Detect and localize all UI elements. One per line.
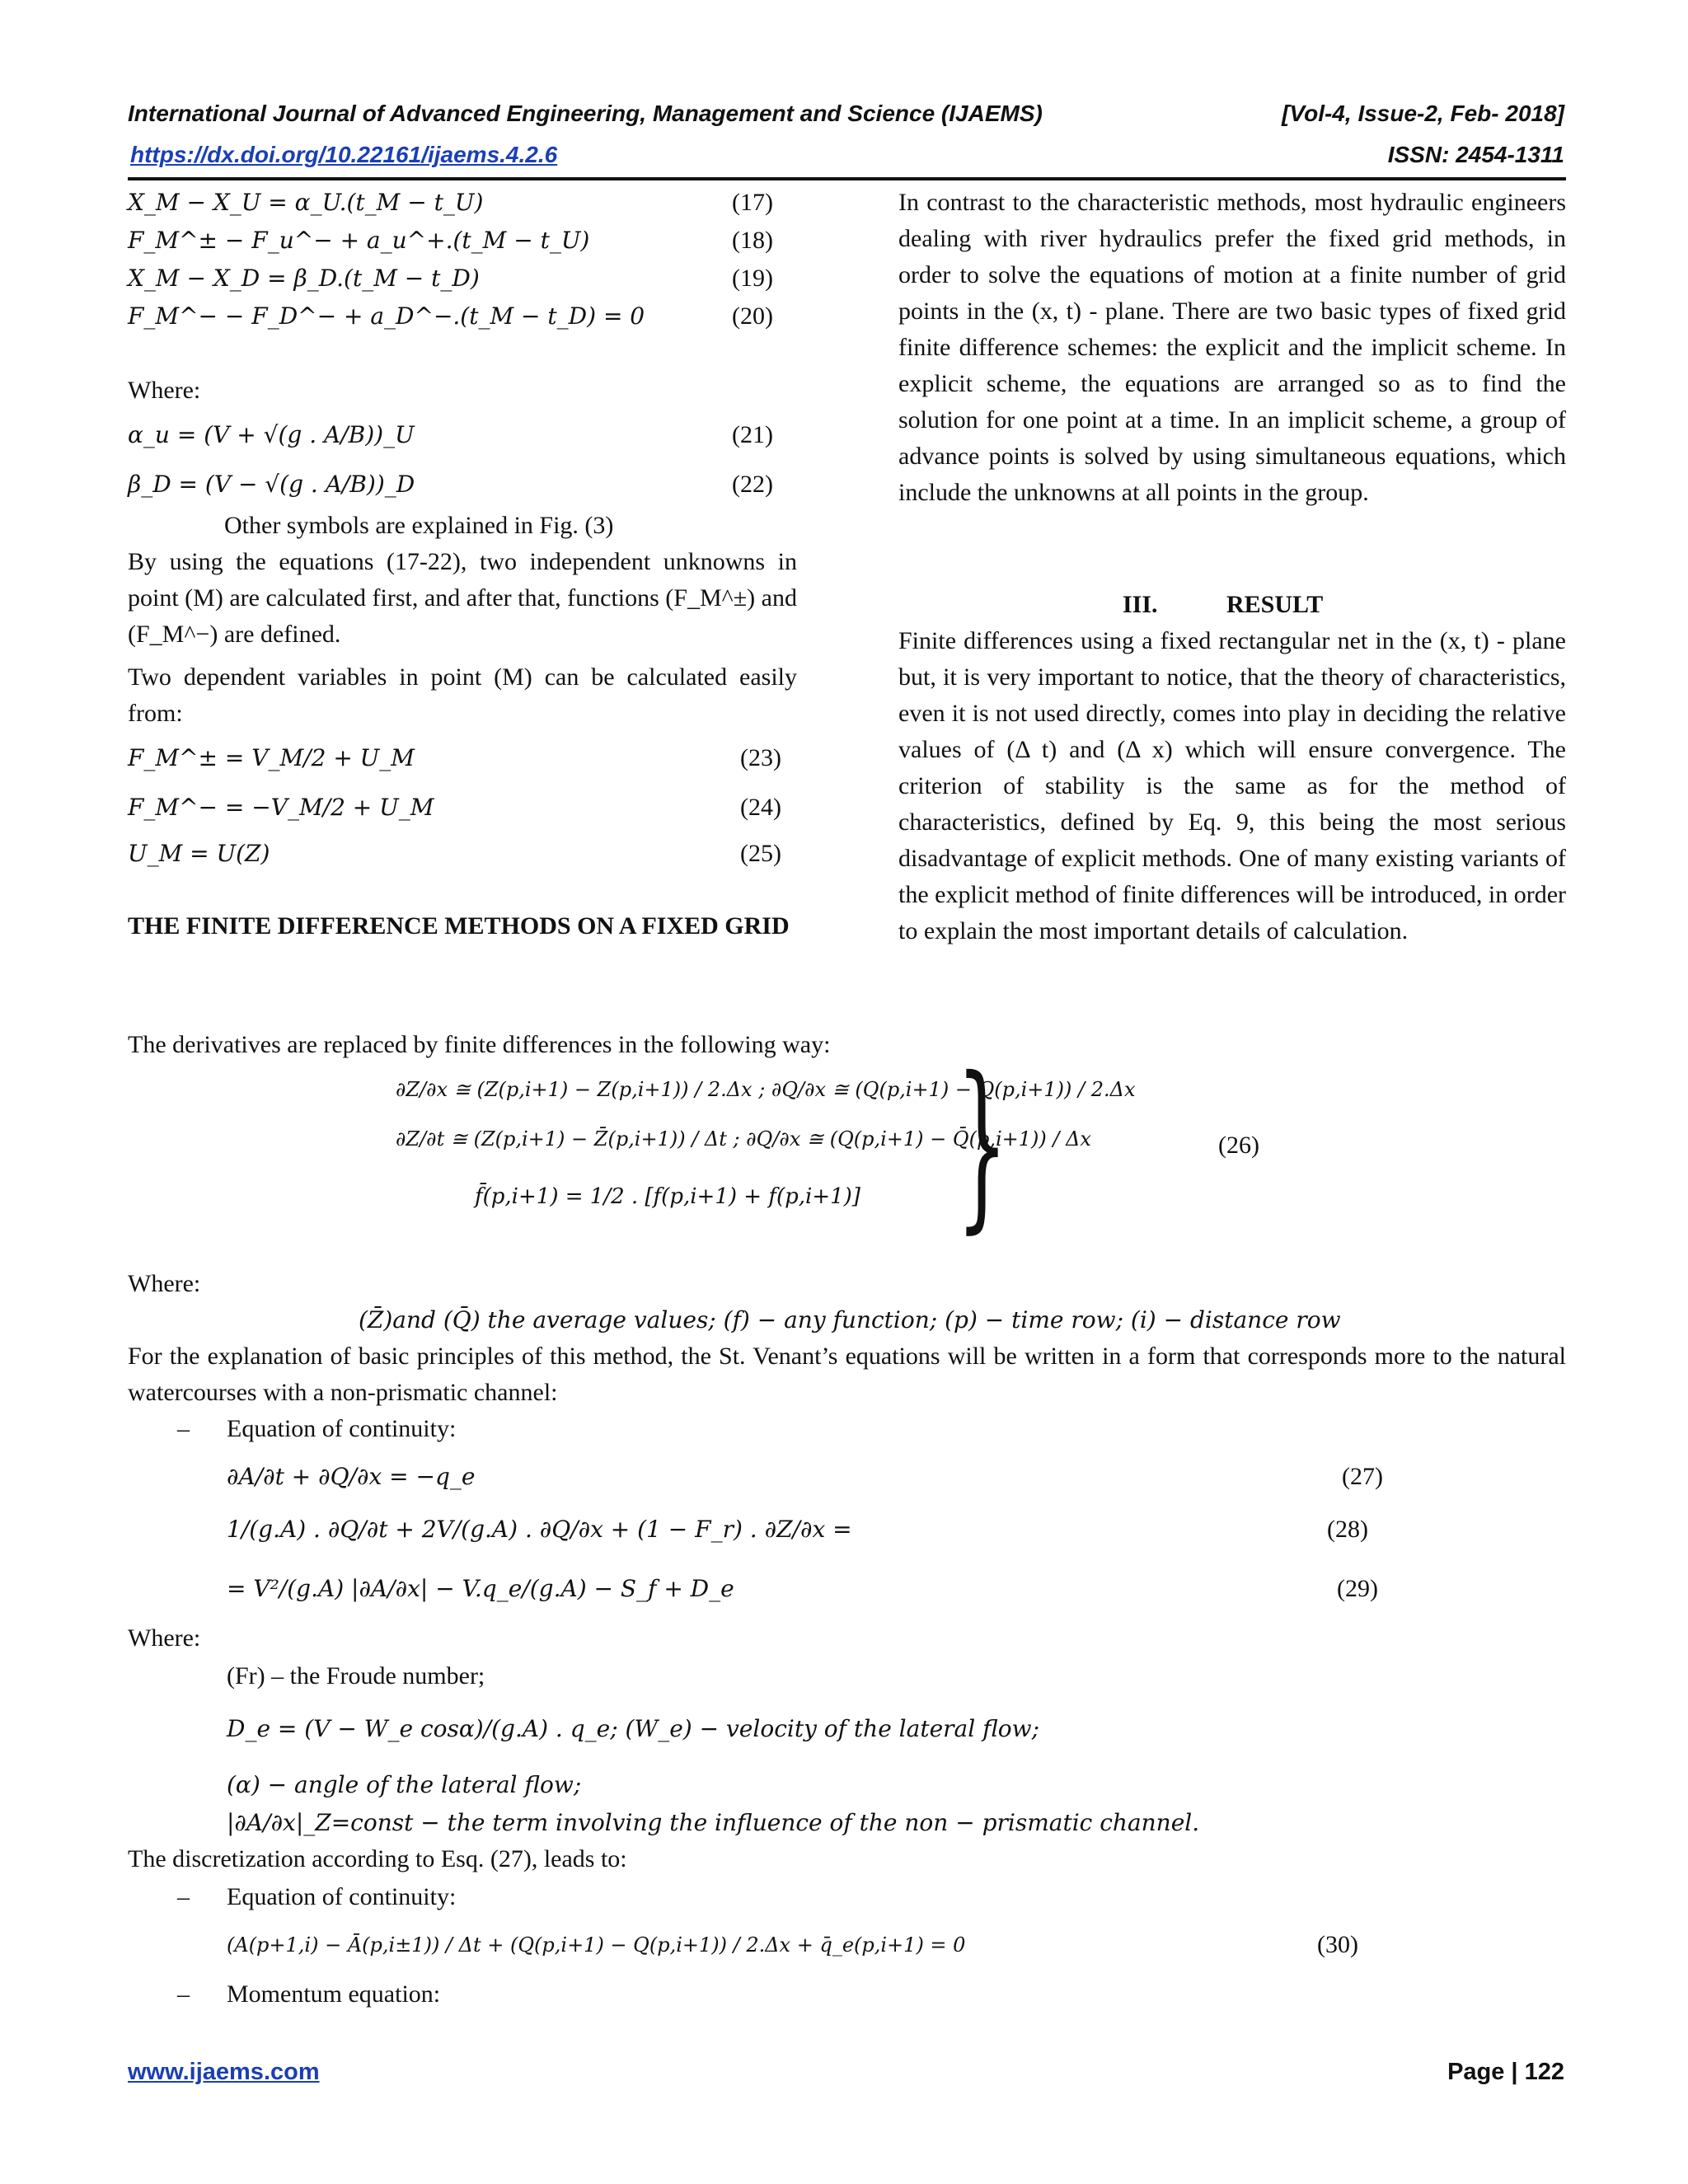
paragraph-independent-unknowns: By using the equations (17-22), two independent unknowns in point (M) are calculated first, and after that, functions (F_M^±) and (F_M^−) are defined. (128, 548, 797, 648)
bullet-continuity-2: Equation of continuity: (227, 1883, 457, 1910)
equation-25: U_M = U(Z) (128, 840, 270, 867)
non-prismatic-term: |∂A/∂x|_Z=const − the term involving the influence of the non − prismatic channel. (227, 1809, 1200, 1836)
equation-27: ∂A/∂t + ∂Q/∂x = −q_e (227, 1463, 476, 1490)
bullet-dash-2: – (177, 1883, 190, 1910)
equation-22: β_D = (V − √(g . A/B))_D (128, 471, 415, 498)
derivatives-intro: The derivatives are replaced by finite differences in the following way: (128, 1031, 831, 1058)
equation-22-number: (22) (732, 471, 773, 498)
paragraph-result: Finite differences using a fixed rectangular net in the (x, t) - plane but, it is very important to notice, that the theory of characteristics, even it is not used directly, comes into play in deciding the relative values of (Δ t) and (Δ x) which will ensure convergence. The criterion of stability is the same as for the method of characteristics, defined by Eq. 9, this being the most serious disadvantage of explicit methods. One of many existing variants of the explicit method of finite differences will be introduced, in order to explain the most important details of calculation. (898, 627, 1567, 944)
section-number: III. (1123, 591, 1158, 618)
issn: ISSN: 2454-1311 (1387, 142, 1564, 167)
equation-26-number: (26) (1218, 1132, 1259, 1159)
paragraph-st-venant: For the explanation of basic principles of this method, the St. Venant’s equations will be written in a form that corresponds more to the natural watercourses with a non-prismatic channel: (128, 1343, 1566, 1406)
equation-26-line-1: ∂Z/∂x ≅ (Z(p,i+1) − Z(p,i+1)) / 2.Δx ; ∂Q/∂x ≅ (Q(p,i+1) − Q(p,i+1)) / 2.Δx (396, 1078, 1136, 1101)
equation-24: F_M^− = −V_M/2 + U_M (128, 794, 434, 821)
doi-link[interactable]: https://dx.doi.org/10.22161/ijaems.4.2.6 (130, 142, 558, 167)
equation-28: 1/(g.A) . ∂Q/∂t + 2V/(g.A) . ∂Q/∂x + (1 − F_r) . ∂Z/∂x = (227, 1516, 852, 1543)
bullet-dash-3: – (177, 1980, 190, 2008)
equation-17: X_M − X_U = α_U.(t_M − t_U) (128, 189, 484, 216)
angle-lateral-flow: (α) − angle of the lateral flow; (227, 1771, 582, 1798)
equation-20-number: (20) (732, 302, 773, 330)
footer-website-link[interactable]: www.ijaems.com (128, 2059, 320, 2085)
equation-30-number: (30) (1317, 1931, 1358, 1958)
paragraph-fixed-grid-methods: In contrast to the characteristic methods, most hydraulic engineers dealing with river hydraulics prefer the fixed grid methods, in order to solve the equations of motion at a finite number of grid points in the (x, t) - plane. There are two basic types of fixed grid finite difference schemes: the explicit and the implicit scheme. In explicit scheme, the equations are arranged so as to find the solution for one point at a time. In an implicit scheme, a group of advance points is solved by using simultaneous equations, which include the unknowns at all points in the group. (898, 189, 1566, 506)
equation-23-number: (23) (740, 744, 781, 771)
equation-17-number: (17) (732, 189, 773, 216)
header-rule (128, 177, 1566, 180)
average-values-definition: (Z̄)and (Q̄) the average values; (f) − any function; (p) − time row; (i) − distance row (359, 1306, 1341, 1333)
equation-24-number: (24) (740, 794, 781, 821)
bullet-dash-1: – (177, 1415, 190, 1442)
equation-21: α_u = (V + √(g . A/B))_U (128, 421, 415, 448)
bullet-continuity-1: Equation of continuity: (227, 1415, 457, 1442)
equation-23: F_M^± = V_M/2 + U_M (128, 744, 415, 771)
section-heading-finite-difference: THE FINITE DIFFERENCE METHODS ON A FIXED GRID (128, 912, 790, 940)
bullet-momentum: Momentum equation: (227, 1980, 441, 2008)
froude-definition: (Fr) – the Froude number; (227, 1662, 485, 1690)
equation-27-number: (27) (1342, 1463, 1383, 1490)
equation-29-number: (29) (1337, 1575, 1378, 1602)
equation-19: X_M − X_D = β_D.(t_M − t_D) (128, 265, 480, 292)
discretization-intro: The discretization according to Esq. (27), leads to: (128, 1845, 627, 1872)
journal-title: International Journal of Advanced Engineering, Management and Science (IJAEMS) (128, 101, 1043, 126)
equation-29: = V²/(g.A) |∂A/∂x| − V.q_e/(g.A) − S_f + D_e (227, 1575, 734, 1602)
equation-25-number: (25) (740, 840, 781, 867)
lateral-flow-definition: D_e = (V − W_e cosα)/(g.A) . q_e; (W_e) − velocity of the lateral flow; (227, 1715, 1040, 1742)
equation-18: F_M^± − F_u^− + a_u^+.(t_M − t_U) (128, 227, 590, 254)
symbols-note: Other symbols are explained in Fig. (3) (224, 512, 614, 539)
equation-28-number: (28) (1327, 1516, 1368, 1543)
equation-21-number: (21) (732, 421, 773, 448)
where-label-2: Where: (128, 1270, 201, 1297)
equation-19-number: (19) (732, 265, 773, 292)
equation-30: (A(p+1,i) − Ā(p,i±1)) / Δt + (Q(p,i+1) − Q(p,i+1)) / 2.Δx + q̄_e(p,i+1) = 0 (227, 1933, 966, 1957)
equation-26-line-3: f̄(p,i+1) = 1/2 . [f(p,i+1) + f(p,i+1)] (475, 1184, 860, 1209)
section-title-result: RESULT (1226, 591, 1324, 618)
equation-26-line-2: ∂Z/∂t ≅ (Z(p,i+1) − Z̄(p,i+1)) / Δt ; ∂Q/∂x ≅ (Q(p,i+1) − Q̄(p,i+1)) / Δx (396, 1127, 1091, 1151)
volume-issue: [Vol-4, Issue-2, Feb- 2018] (1282, 101, 1564, 126)
equation-20: F_M^− − F_D^− + a_D^−.(t_M − t_D) = 0 (128, 302, 645, 330)
right-brace-icon: } (956, 1038, 1008, 1249)
where-label-3: Where: (128, 1624, 201, 1652)
where-label-1: Where: (128, 377, 201, 404)
page-number: Page | 122 (1447, 2059, 1564, 2085)
equation-18-number: (18) (732, 227, 773, 254)
paragraph-dependent-variables: Two dependent variables in point (M) can be calculated easily from: (128, 663, 797, 727)
